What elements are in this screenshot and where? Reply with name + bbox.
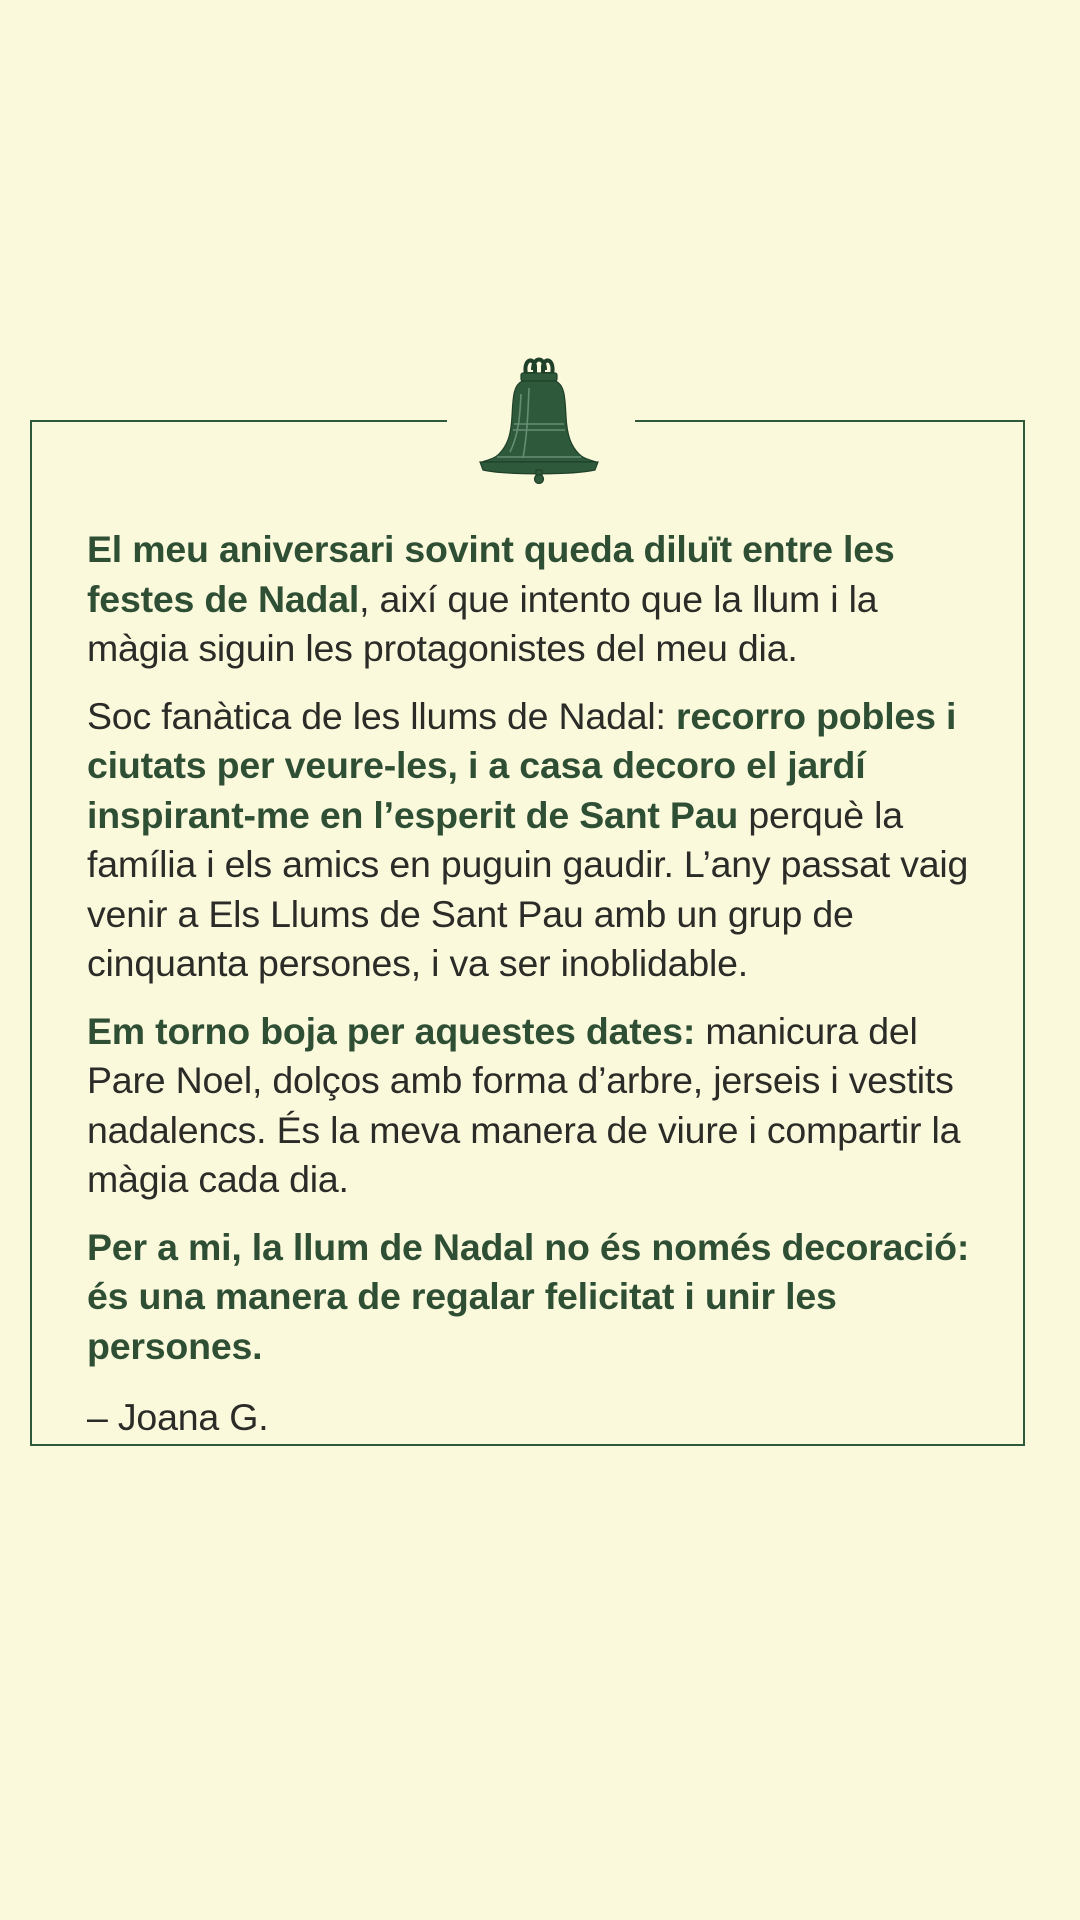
paragraph-1 (87, 525, 987, 674)
paragraph-4 (87, 1223, 987, 1372)
bell-icon (477, 354, 601, 484)
paragraph-2-intro: Soc fanàtica de les llums de Nadal: (87, 694, 676, 737)
paragraph-2-bold: recorro pobles i ciutats per veure-les, i a casa decoro el jardí inspirant-me en l’esperit de Sant Pau (87, 694, 957, 836)
paragraph-3-text: manicura del Pare Noel, dolços amb forma d’arbre, jerseis i vestits nadalencs. És la meva manera de viure i compartir la màgia cada dia. (87, 1009, 961, 1200)
paragraph-2 (87, 692, 987, 989)
paragraph-1-text: , així que intento que la llum i la màgia siguin les protagonistes del meu dia. (87, 577, 878, 669)
signature: – Joana G. (87, 1396, 269, 1438)
paragraph-3-bold: Em torno boja per aquestes dates: (87, 1009, 696, 1052)
testimonial-text (87, 525, 987, 1461)
paragraph-3 (87, 1007, 987, 1205)
paragraph-4-bold: Per a mi, la llum de Nadal no és només decoració: és una manera de regalar felicitat i unir les persones. (87, 1225, 970, 1367)
paragraph-2-text: perquè la família i els amics en puguin gaudir. L’any passat vaig venir a Els Llums de Sant Pau amb un grup de cinquanta persones, i va ser inoblidable. (87, 793, 969, 984)
paragraph-1-bold: El meu aniversari sovint queda diluït entre les festes de Nadal (87, 528, 895, 620)
